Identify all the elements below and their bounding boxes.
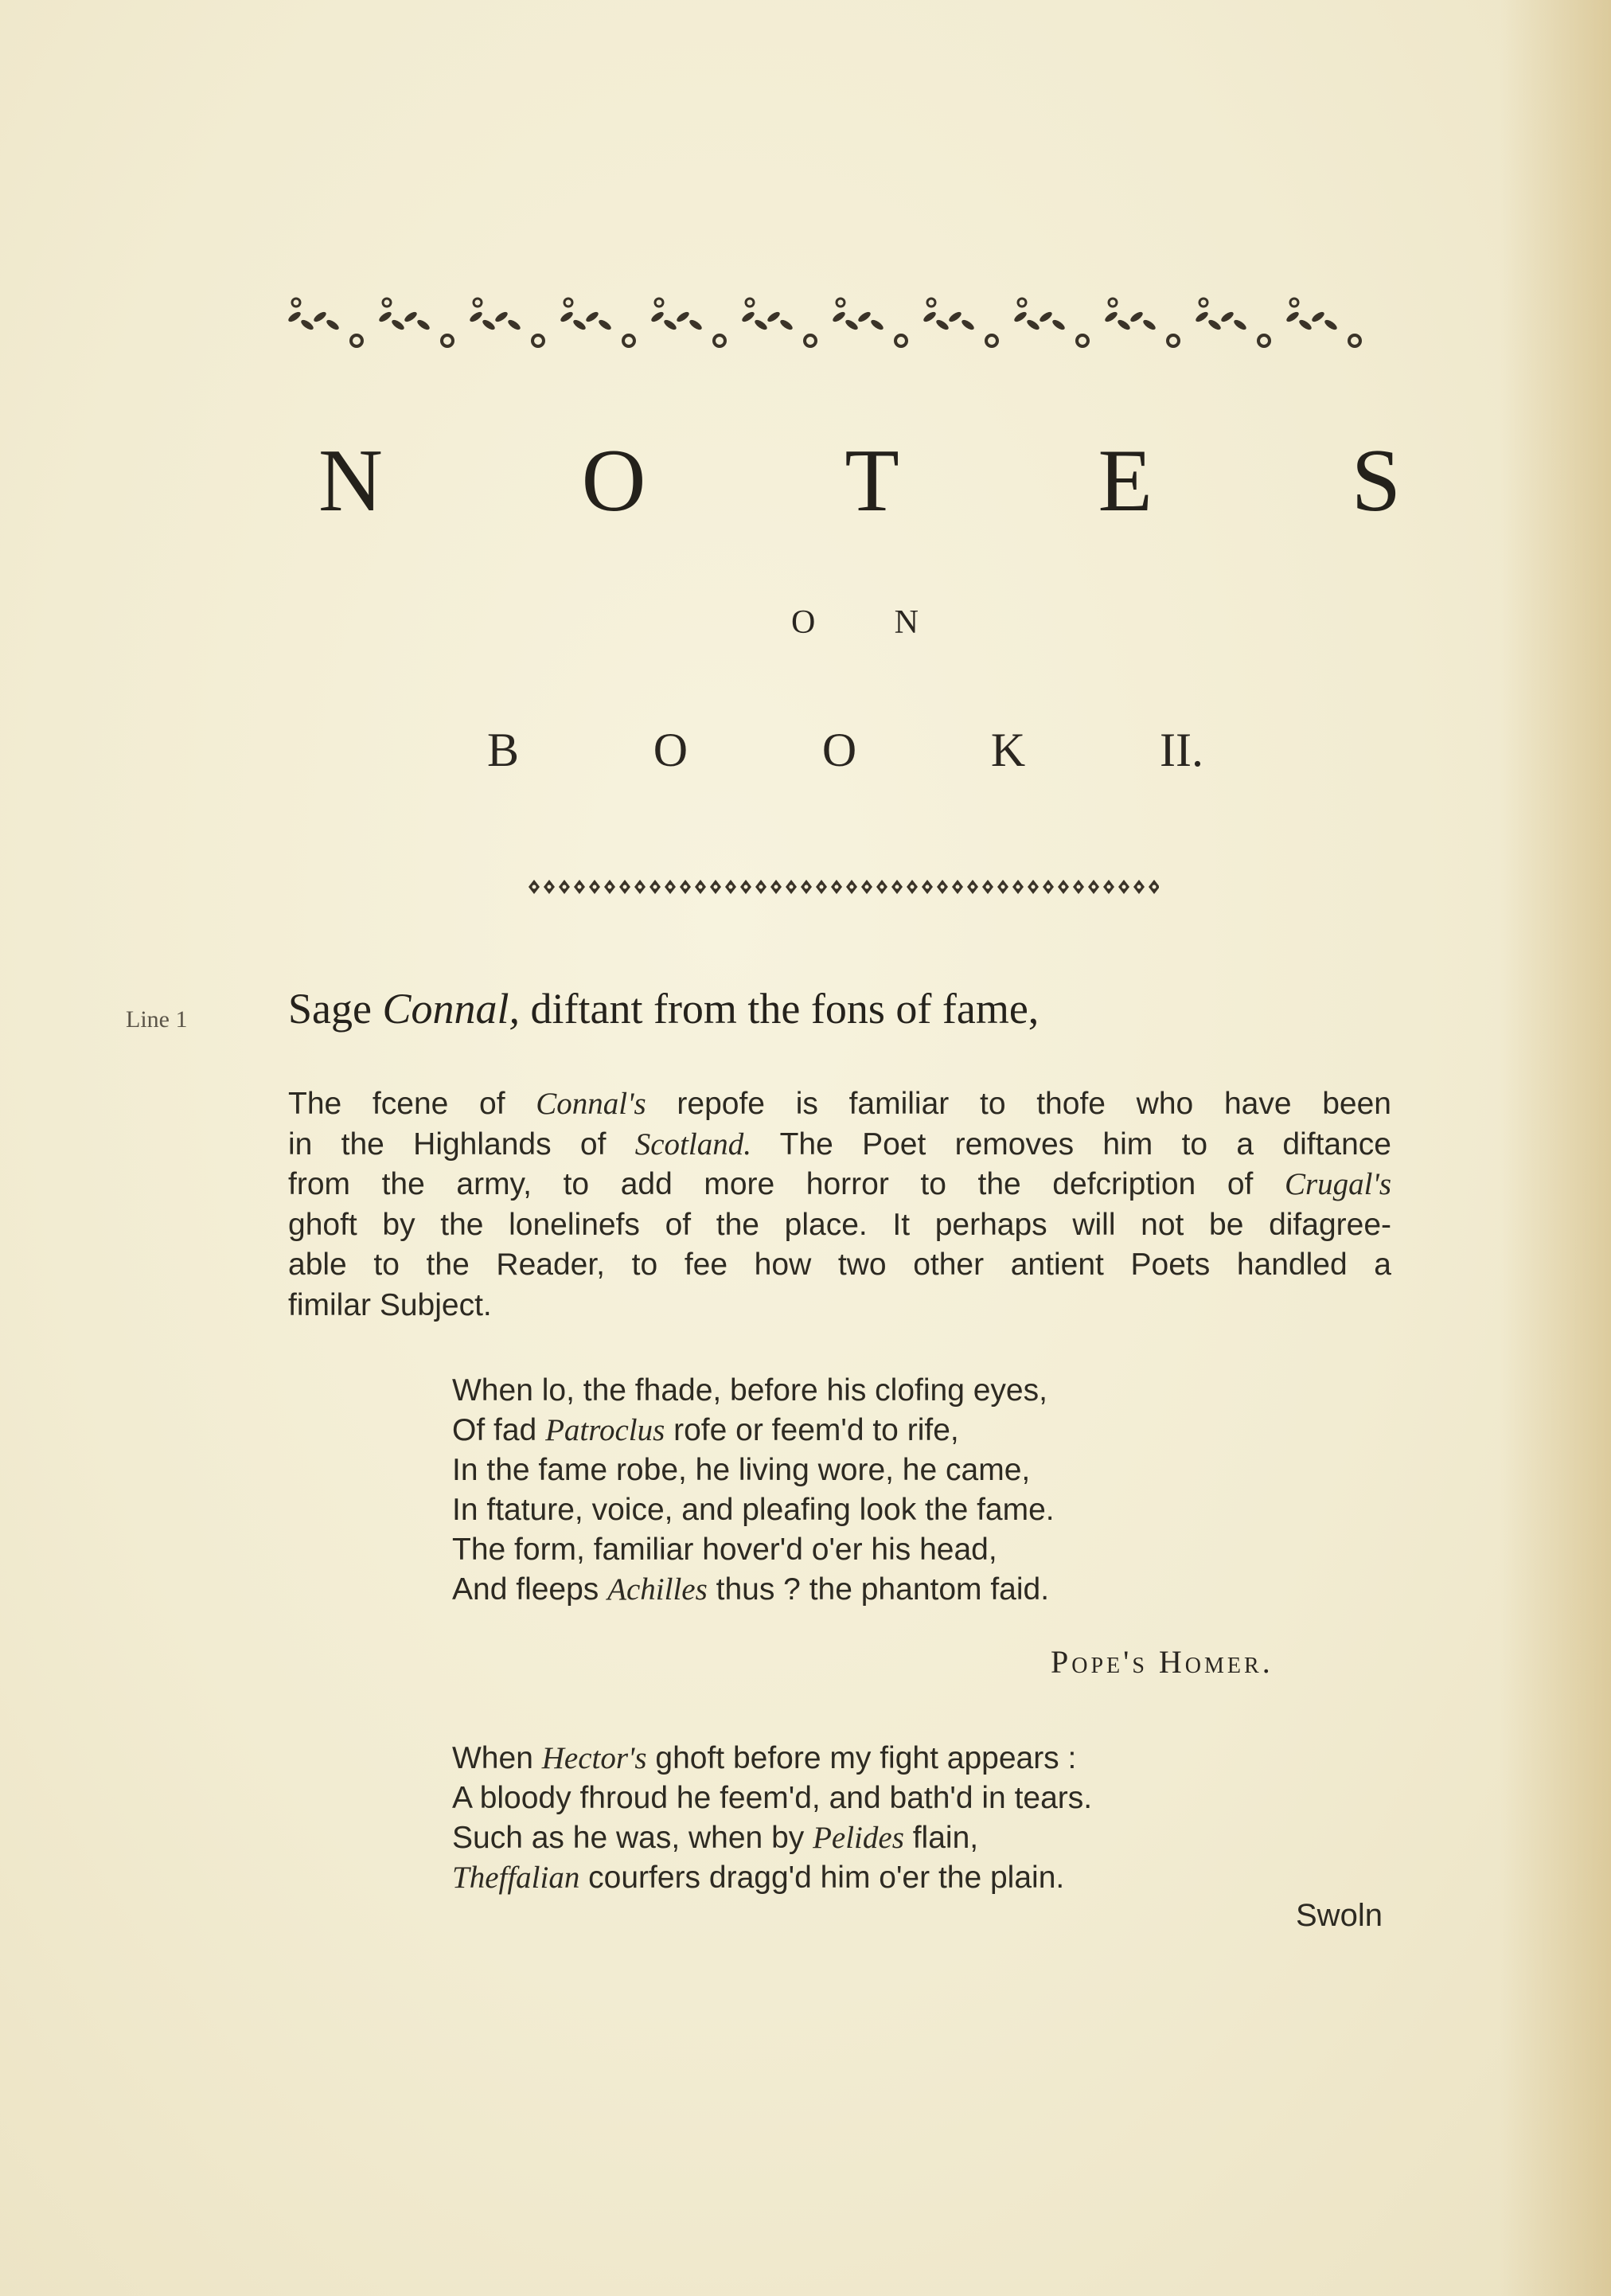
verse-line: A bloody fhroud he feem'd, and bath'd in tears.	[452, 1781, 1093, 1815]
commentary-line: in the Highlands of Scotland. The Poet removes him to a diftance	[288, 1127, 1391, 1162]
verse-quotation-virgil	[452, 1739, 1248, 1898]
verse-line: Of fad Patroclus rofe or feem'd to rife,	[452, 1413, 959, 1447]
catchword: Swoln	[1296, 1898, 1383, 1933]
ornamental-divider	[522, 876, 1159, 898]
commentary-paragraph	[288, 1084, 1391, 1326]
lemma-name: Connal,	[382, 985, 520, 1033]
heading-letter: O	[653, 724, 688, 776]
heading-letter: N	[318, 431, 383, 530]
verse-line: When Hector's ghoft before my fight appears :	[452, 1741, 1077, 1775]
lemma-line	[288, 984, 1039, 1033]
heading-letter: O	[821, 724, 857, 776]
commentary-line: The fcene of Connal's repofe is familiar to thofe who have been	[288, 1087, 1391, 1121]
heading-letter: II.	[1160, 724, 1203, 776]
commentary-line: fimilar Subject.	[288, 1287, 492, 1322]
verse-line: Theffalian courfers dragg'd him o'er the plain.	[452, 1861, 1065, 1895]
heading-book	[487, 723, 1203, 778]
page-edge-shading	[1500, 0, 1611, 2296]
verse-line: In the fame robe, he living wore, he came,	[452, 1453, 1031, 1487]
heading-letter: O	[581, 431, 646, 530]
commentary-line: able to the Reader, to fee how two other antient Poets handled a	[288, 1248, 1391, 1282]
heading-letter: O	[791, 604, 816, 641]
quotation-attribution: Pope's Homer.	[1051, 1644, 1274, 1680]
commentary-line: ghoft by the lonelinefs of the place. It perhaps will not be difagree-	[288, 1207, 1391, 1242]
heading-letter: N	[894, 604, 919, 641]
verse-line: When lo, the fhade, before his clofing eyes,	[452, 1373, 1047, 1408]
heading-notes	[318, 430, 1401, 533]
heading-letter: K	[990, 724, 1026, 776]
heading-on	[791, 603, 919, 642]
verse-line: Such as he was, when by Pelides flain,	[452, 1821, 979, 1855]
lemma-post: diftant from the fons of fame,	[520, 985, 1040, 1033]
lemma-pre: Sage	[288, 985, 383, 1033]
verse-line: The form, familiar hover'd o'er his head,	[452, 1533, 997, 1567]
heading-letter: S	[1351, 431, 1401, 530]
heading-letter: E	[1098, 431, 1153, 530]
verse-quotation-homer	[452, 1371, 1248, 1610]
heading-letter: B	[487, 724, 520, 776]
heading-letter: T	[845, 431, 899, 530]
verse-line: In ftature, voice, and pleafing look the fame.	[452, 1493, 1055, 1527]
line-reference: Line 1	[126, 1006, 188, 1033]
commentary-line: from the army, to add more horror to the defcription of Crugal's	[288, 1167, 1391, 1201]
verse-line: And fleeps Achilles thus ? the phantom faid.	[452, 1572, 1050, 1607]
laurel-fleuron-ornament	[279, 293, 1385, 361]
